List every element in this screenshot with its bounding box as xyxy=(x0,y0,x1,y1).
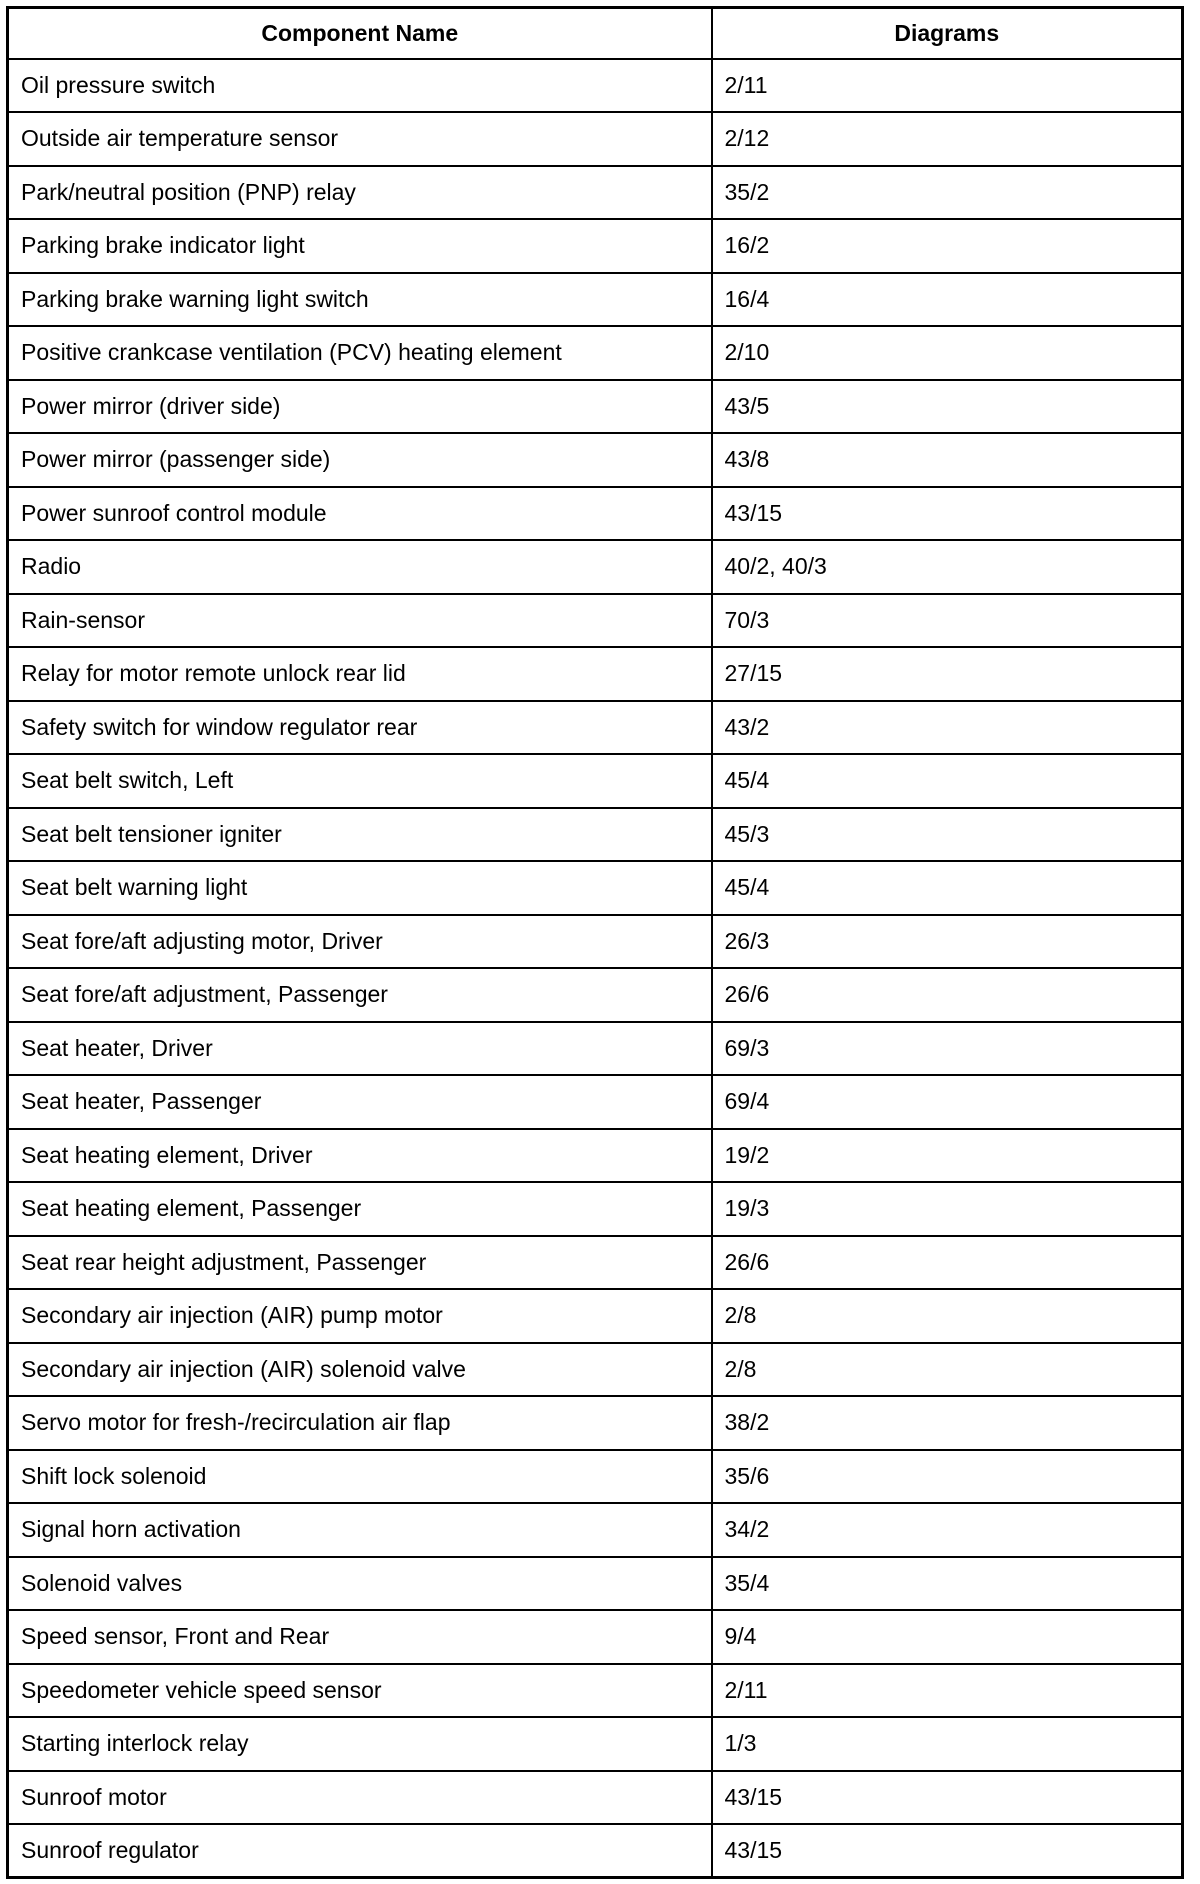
diagram-ref-cell: 34/2 xyxy=(712,1503,1183,1557)
table-row xyxy=(8,647,1183,701)
diagram-ref-cell: 69/4 xyxy=(712,1075,1183,1129)
component-name-cell: Seat belt tensioner igniter xyxy=(8,808,712,862)
table-row xyxy=(8,1824,1183,1878)
diagram-ref-cell: 2/11 xyxy=(712,1664,1183,1718)
component-name-cell: Park/neutral position (PNP) relay xyxy=(8,166,712,220)
header-component-name: Component Name xyxy=(8,8,712,59)
component-name-cell: Seat rear height adjustment, Passenger xyxy=(8,1236,712,1290)
diagram-ref-cell: 45/4 xyxy=(712,754,1183,808)
table-row xyxy=(8,1610,1183,1664)
table-row xyxy=(8,594,1183,648)
diagram-ref-cell: 43/15 xyxy=(712,487,1183,541)
diagram-ref-cell: 45/3 xyxy=(712,808,1183,862)
diagram-ref-cell: 26/6 xyxy=(712,1236,1183,1290)
table-row xyxy=(8,1664,1183,1718)
diagram-ref-cell: 35/2 xyxy=(712,166,1183,220)
diagram-ref-cell: 16/4 xyxy=(712,273,1183,327)
component-name-cell: Radio xyxy=(8,540,712,594)
component-name-cell: Sunroof motor xyxy=(8,1771,712,1825)
diagram-ref-cell: 16/2 xyxy=(712,219,1183,273)
diagram-ref-cell: 43/5 xyxy=(712,380,1183,434)
component-name-cell: Secondary air injection (AIR) pump motor xyxy=(8,1289,712,1343)
component-name-cell: Seat fore/aft adjustment, Passenger xyxy=(8,968,712,1022)
diagram-ref-cell: 26/6 xyxy=(712,968,1183,1022)
component-name-cell: Speed sensor, Front and Rear xyxy=(8,1610,712,1664)
table-row xyxy=(8,754,1183,808)
table-row xyxy=(8,1771,1183,1825)
table-row xyxy=(8,1450,1183,1504)
component-name-cell: Power sunroof control module xyxy=(8,487,712,541)
component-name-cell: Safety switch for window regulator rear xyxy=(8,701,712,755)
component-name-cell: Oil pressure switch xyxy=(8,59,712,113)
component-name-cell: Servo motor for fresh-/recirculation air flap xyxy=(8,1396,712,1450)
diagram-ref-cell: 26/3 xyxy=(712,915,1183,969)
diagram-ref-cell: 2/8 xyxy=(712,1343,1183,1397)
component-name-cell: Parking brake warning light switch xyxy=(8,273,712,327)
table-row xyxy=(8,273,1183,327)
component-name-cell: Parking brake indicator light xyxy=(8,219,712,273)
component-name-cell: Speedometer vehicle speed sensor xyxy=(8,1664,712,1718)
component-name-cell: Seat fore/aft adjusting motor, Driver xyxy=(8,915,712,969)
table-row xyxy=(8,487,1183,541)
component-name-cell: Power mirror (passenger side) xyxy=(8,433,712,487)
diagram-ref-cell: 2/12 xyxy=(712,112,1183,166)
diagram-ref-cell: 2/11 xyxy=(712,59,1183,113)
component-name-cell: Seat belt warning light xyxy=(8,861,712,915)
component-name-cell: Seat heating element, Passenger xyxy=(8,1182,712,1236)
diagram-ref-cell: 1/3 xyxy=(712,1717,1183,1771)
diagram-ref-cell: 43/15 xyxy=(712,1824,1183,1878)
table-row xyxy=(8,861,1183,915)
component-name-cell: Seat heater, Driver xyxy=(8,1022,712,1076)
component-name-cell: Positive crankcase ventilation (PCV) heating element xyxy=(8,326,712,380)
table-row xyxy=(8,1022,1183,1076)
table-row xyxy=(8,1182,1183,1236)
diagram-ref-cell: 19/3 xyxy=(712,1182,1183,1236)
component-name-cell: Outside air temperature sensor xyxy=(8,112,712,166)
component-name-cell: Signal horn activation xyxy=(8,1503,712,1557)
table-row xyxy=(8,1343,1183,1397)
diagram-ref-cell: 19/2 xyxy=(712,1129,1183,1183)
table-row xyxy=(8,968,1183,1022)
table-row xyxy=(8,219,1183,273)
table-row xyxy=(8,1557,1183,1611)
diagram-ref-cell: 43/15 xyxy=(712,1771,1183,1825)
table-row xyxy=(8,433,1183,487)
component-name-cell: Starting interlock relay xyxy=(8,1717,712,1771)
diagram-ref-cell: 43/2 xyxy=(712,701,1183,755)
diagram-ref-cell: 27/15 xyxy=(712,647,1183,701)
diagram-ref-cell: 35/6 xyxy=(712,1450,1183,1504)
component-name-cell: Seat heater, Passenger xyxy=(8,1075,712,1129)
table-row xyxy=(8,915,1183,969)
diagram-ref-cell: 2/10 xyxy=(712,326,1183,380)
component-diagram-table xyxy=(6,6,1184,1879)
component-name-cell: Seat heating element, Driver xyxy=(8,1129,712,1183)
table-row xyxy=(8,1396,1183,1450)
table-body xyxy=(8,59,1183,1878)
table-row xyxy=(8,380,1183,434)
diagram-ref-cell: 70/3 xyxy=(712,594,1183,648)
table-row xyxy=(8,1289,1183,1343)
table-row xyxy=(8,540,1183,594)
table-row xyxy=(8,166,1183,220)
header-diagrams: Diagrams xyxy=(712,8,1183,59)
component-name-cell: Sunroof regulator xyxy=(8,1824,712,1878)
table-row xyxy=(8,59,1183,113)
component-name-cell: Shift lock solenoid xyxy=(8,1450,712,1504)
diagram-ref-cell: 43/8 xyxy=(712,433,1183,487)
header-row xyxy=(8,8,1183,59)
diagram-ref-cell: 2/8 xyxy=(712,1289,1183,1343)
component-name-cell: Relay for motor remote unlock rear lid xyxy=(8,647,712,701)
diagram-ref-cell: 9/4 xyxy=(712,1610,1183,1664)
diagram-ref-cell: 40/2, 40/3 xyxy=(712,540,1183,594)
diagram-ref-cell: 69/3 xyxy=(712,1022,1183,1076)
component-name-cell: Seat belt switch, Left xyxy=(8,754,712,808)
table-header xyxy=(8,8,1183,59)
table-row xyxy=(8,1503,1183,1557)
table-row xyxy=(8,326,1183,380)
component-name-cell: Power mirror (driver side) xyxy=(8,380,712,434)
table-row xyxy=(8,808,1183,862)
component-name-cell: Solenoid valves xyxy=(8,1557,712,1611)
component-name-cell: Rain-sensor xyxy=(8,594,712,648)
diagram-ref-cell: 38/2 xyxy=(712,1396,1183,1450)
diagram-ref-cell: 35/4 xyxy=(712,1557,1183,1611)
table-row xyxy=(8,701,1183,755)
diagram-ref-cell: 45/4 xyxy=(712,861,1183,915)
table-row xyxy=(8,1236,1183,1290)
table-row xyxy=(8,112,1183,166)
component-name-cell: Secondary air injection (AIR) solenoid valve xyxy=(8,1343,712,1397)
table-row xyxy=(8,1717,1183,1771)
table-row xyxy=(8,1075,1183,1129)
table-row xyxy=(8,1129,1183,1183)
